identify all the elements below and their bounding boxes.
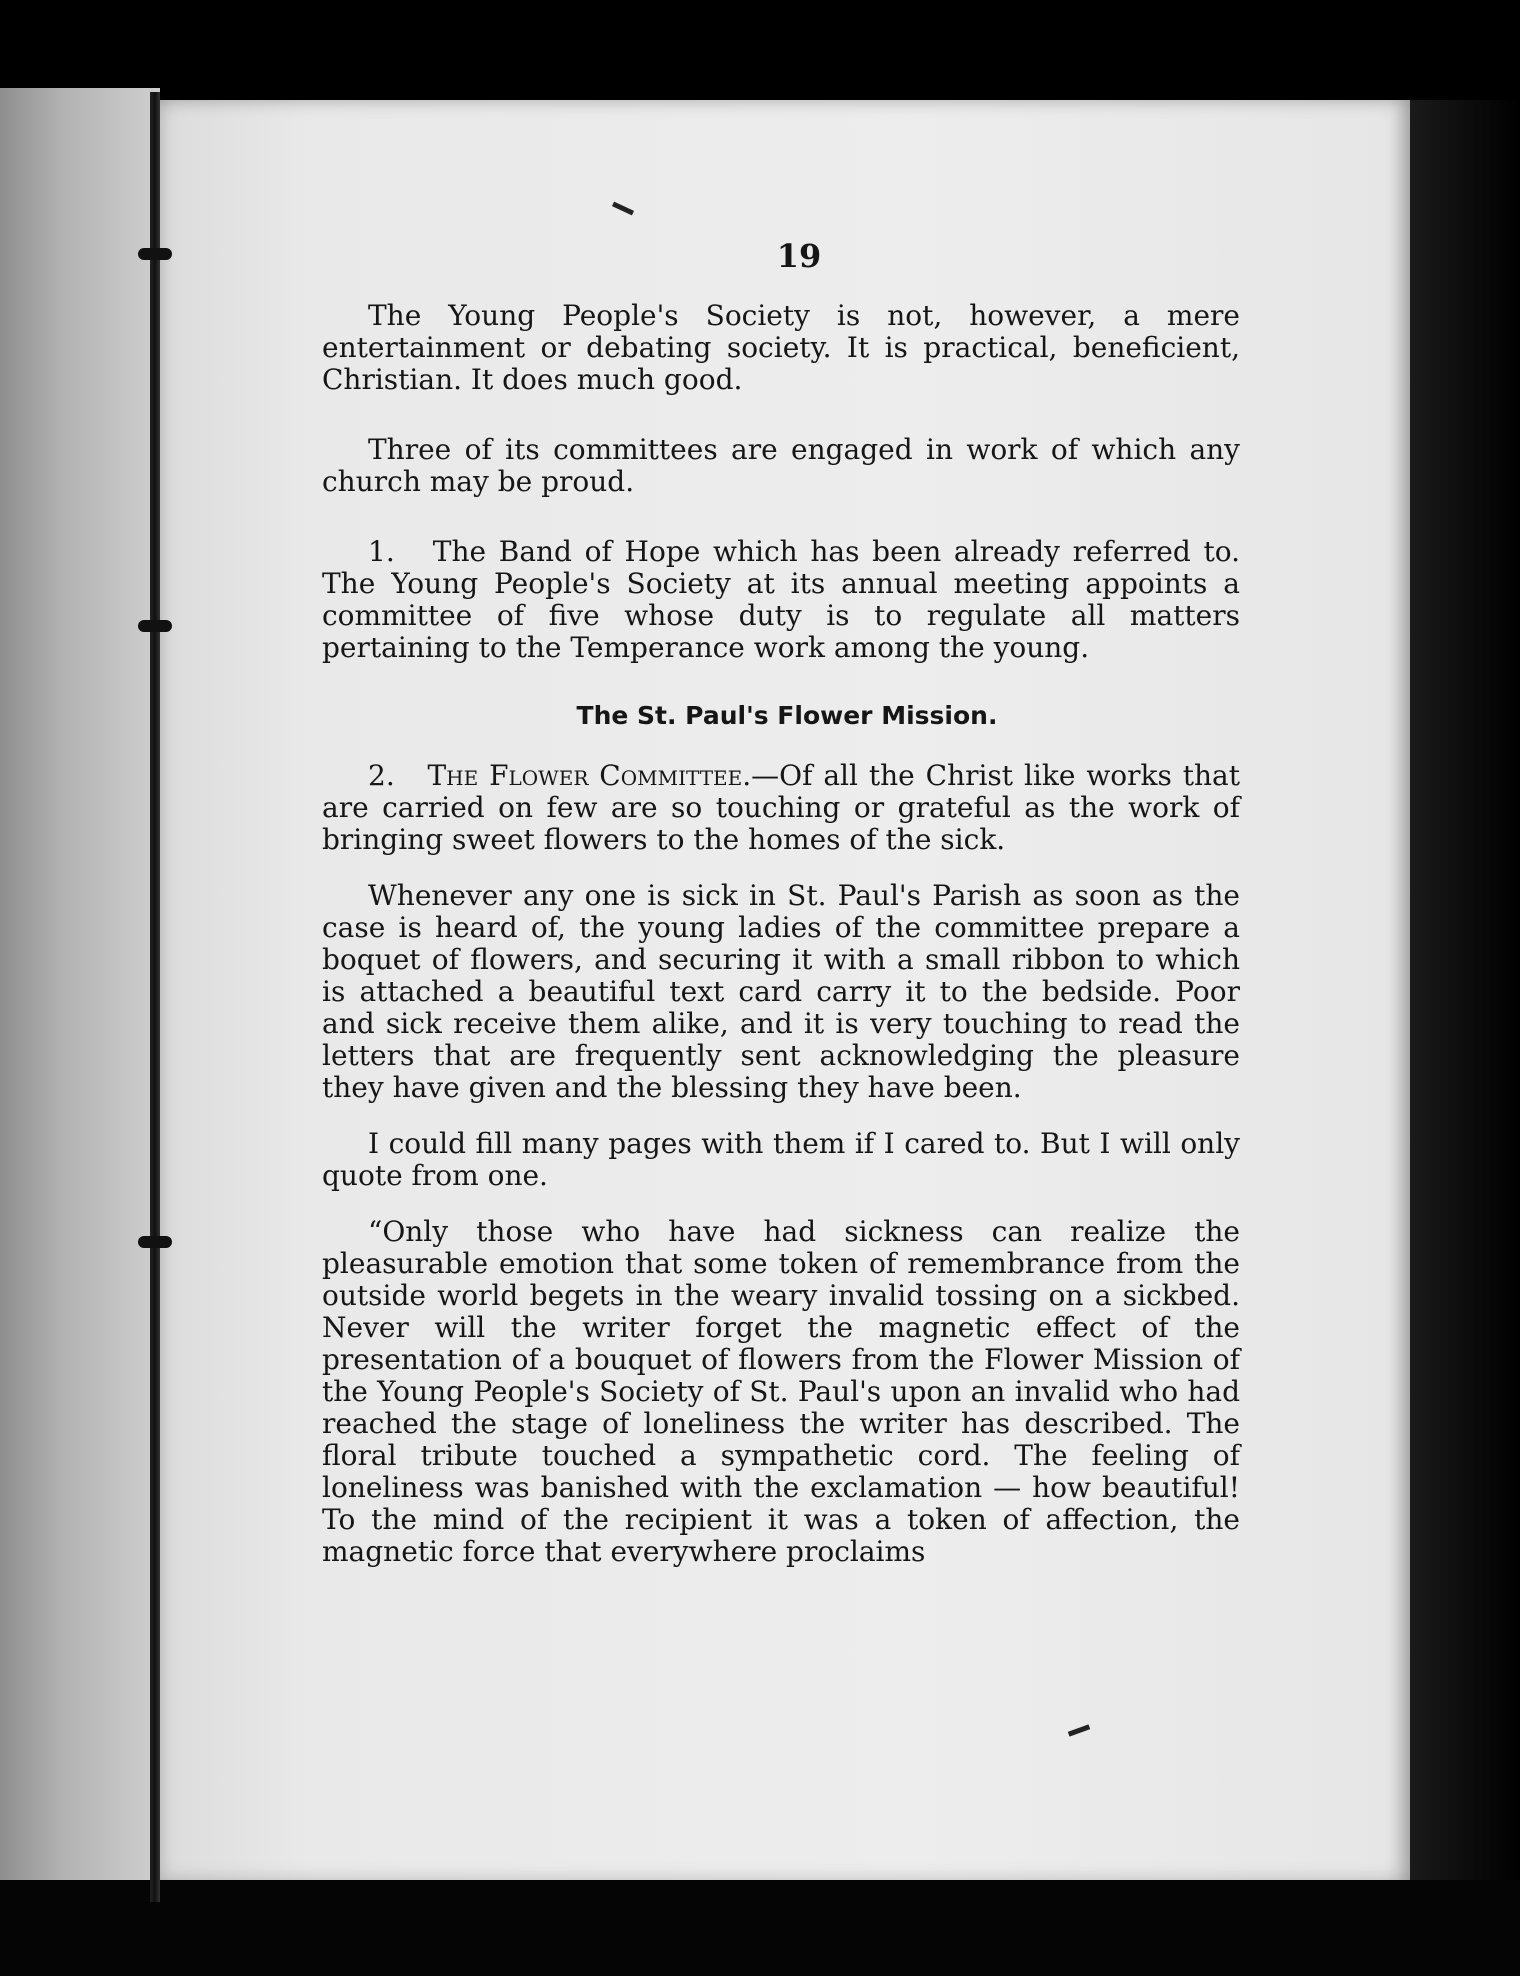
page-text [322, 237, 1241, 1568]
paragraph-band-of-hope [322, 536, 1240, 664]
paragraph-society: The Young People's Society is not, however, a mere entertainment or debating society. It is practical, beneficient, Christian. It does much good. [322, 299, 1240, 396]
section-heading: The St. Paul's Flower Mission. [576, 701, 998, 730]
page-number: 19 [776, 237, 822, 275]
paragraph-quotation: “Only those who have had sickness can realize the pleasurable emotion that some token of remembrance from the outside world begets in the weary invalid tossing on a sickbed. Never will the writer forget the magnetic effect of the presentation of a bouquet of flowers from the Flower Mission of the Young People's Society of St. Paul's upon an invalid who had reached the stage of loneliness the writer has described. The floral tribute touched a sympathetic cord. The feeling of loneliness was banished with the exclamation — how beautiful! To the mind of the recipient it was a token of affection, the magnetic force that everywhere proclaims [322, 1215, 1240, 1568]
item-text: —Of all the Christ like works that are carried on few are so touching or grateful as the work of bringing sweet flowers to the homes of the sick. [322, 759, 1241, 856]
item-number: 2. [368, 759, 395, 792]
book-spine [150, 92, 160, 1902]
facing-page-edge [0, 88, 160, 1908]
binding-thread-mark [138, 248, 172, 260]
item-text: The Band of Hope which has been already referred to. The Young People's Society at its annual meeting appoints a committee of five whose duty is to regulate all matters pertaining to the Temperance work among the young. [322, 535, 1241, 664]
binding-thread-mark [138, 620, 172, 632]
paragraph-committees: Three of its committees are engaged in work of which any church may be proud. [322, 433, 1240, 498]
paragraph-flower-committee [322, 760, 1240, 856]
paragraph-could-fill: I could fill many pages with them if I cared to. But I will only quote from one. [322, 1127, 1240, 1192]
item-number: 1. [368, 535, 395, 568]
binding-thread-mark [138, 1236, 172, 1248]
item-lead: The Flower Committee. [427, 759, 752, 792]
paragraph-whenever: Whenever any one is sick in St. Paul's Parish as soon as the case is heard of, the young ladies of the committee prepare a boquet of flowers, and securing it with a small ribbon to which is attached a beautiful text card carry it to the bedside. Poor and sick receive them alike, and it is very touching to read the letters that are frequently sent acknowledging the pleasure they have given and the blessing they have been. [322, 879, 1240, 1104]
scan-bottom-border [0, 1880, 1520, 1976]
scan-top-border [0, 0, 1520, 100]
scan-right-border [1410, 100, 1520, 1890]
